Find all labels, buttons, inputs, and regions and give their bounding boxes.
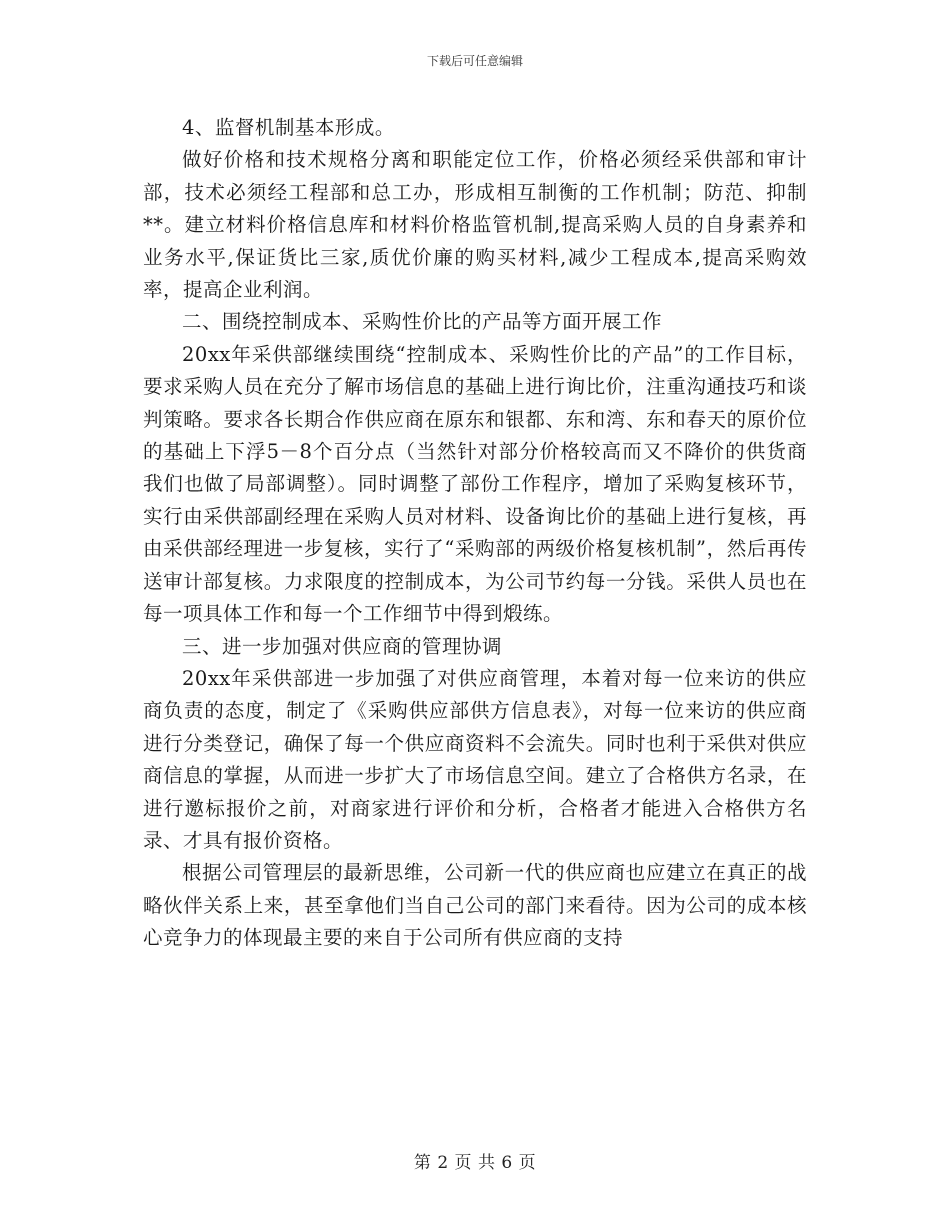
page-number: 第 2 页 共 6 页 <box>413 1153 537 1173</box>
paragraph-strategic-partnership: 根据公司管理层的最新思维，公司新一代的供应商也应建立在真正的战略伙伴关系上来，甚至拿他们当自己公司的部门来看待。因为公司的成本核心竞争力的体现最主要的来自于公司所有供应商的支持 <box>143 861 807 950</box>
paragraph-supervision-body: 做好价格和技术规格分离和职能定位工作，价格必须经采供部和审计部，技术必须经工程部和总工办，形成相互制衡的工作机制；防范、抑制**。建立材料价格信息库和材料价格监管机制,提高采购人员的自身素养和业务水平,保证货比三家,质优价廉的购买材料,减少工程成本,提高采购效率，提高企业利润。 <box>143 148 807 302</box>
paragraph-supplier-management-body: 20xx年采供部进一步加强了对供应商管理，本着对每一位来访的供应商负责的态度，制定了《采购供应部供方信息表》，对每一位来访的供应商进行分类登记，确保了每一个供应商资料不会流失。同时也利于采供对供应商信息的掌握，从而进一步扩大了市场信息空间。建立了合格供方名录，在进行邀标报价之前，对商家进行评价和分析，合格者才能进入合格供方名录、才具有报价资格。 <box>143 666 807 852</box>
section-heading-supplier-management: 三、进一步加强对供应商的管理协调 <box>182 634 503 658</box>
paragraph-cost-control-body: 20xx年采供部继续围绕“控制成本、采购性价比的产品”的工作目标，要求采购人员在充分了解市场信息的基础上进行询比价，注重沟通技巧和谈判策略。要求各长期合作供应商在原东和银都、东和湾、东和春天的原价位的基础上下浮5－8个百分点（当然针对部分价格较高而又不降价的供货商我们也做了局部调整）。同时调整了部份工作程序，增加了采购复核环节，实行由采供部副经理在采购人员对材料、设备询比价的基础上进行复核，再由采供部经理进一步复核，实行了“采购部的两级价格复核机制”，然后再传送审计部复核。力求限度的控制成本，为公司节约每一分钱。采供人员也在每一项具体工作和每一个工作细节中得到煅练。 <box>143 342 807 626</box>
section-heading-cost-control: 二、围绕控制成本、采购性价比的产品等方面开展工作 <box>182 310 663 334</box>
paragraph-supervision-heading: 4、监督机制基本形成。 <box>182 116 395 139</box>
document-body <box>143 112 807 955</box>
page-header: 下载后可任意编辑 <box>426 54 523 68</box>
